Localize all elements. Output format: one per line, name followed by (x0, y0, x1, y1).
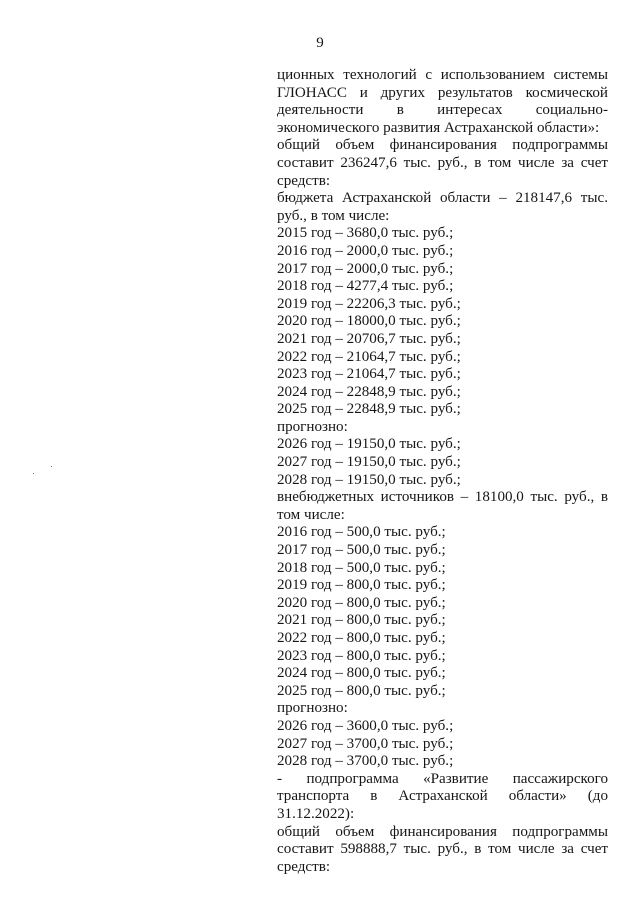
list-item: 2024 год – 22848,9 тыс. руб.; (277, 383, 461, 400)
extrabudget-heading: внебюджетных источников – 18100,0 тыс. руб., в том числе: (277, 489, 608, 523)
list-item: 2017 год – 2000,0 тыс. руб.; (277, 260, 454, 277)
subprogram-2-total-paragraph: общий объем финансирования подпрограммы составит 598888,7 тыс. руб., в том числе за счет средств: (277, 823, 608, 875)
list-item: 2018 год – 4277,4 тыс. руб.; (277, 278, 454, 295)
list-item: 2019 год – 22206,3 тыс. руб.; (277, 295, 461, 312)
list-item: 2019 год – 800,0 тыс. руб.; (277, 577, 446, 594)
forecast-label: прогнозно: (277, 700, 348, 717)
document-text-column (277, 67, 608, 876)
page-number: 9 (316, 35, 324, 51)
forecast-label: прогнозно: (277, 418, 348, 435)
subprogram-1-total-paragraph: общий объем финансирования подпрограммы составит 236247,6 тыс. руб., в том числе за счет средств: (277, 137, 608, 189)
regional-budget-heading: бюджета Астраханской области – 218147,6 тыс. руб., в том числе: (277, 190, 608, 224)
intro-paragraph: ционных технологий с использованием системы ГЛОНАСС и других результатов космической деятельности в интересах социально-экономического развития Астраханской области»: (277, 67, 608, 136)
subprogram-2-heading: - подпрограмма «Развитие пассажирского транспорта в Астраханской области» (до 31.12.2022): (277, 770, 608, 822)
list-item: 2027 год – 3700,0 тыс. руб.; (277, 735, 454, 752)
list-item: 2017 год – 500,0 тыс. руб.; (277, 542, 446, 559)
list-item: 2026 год – 3600,0 тыс. руб.; (277, 717, 454, 734)
list-item: 2020 год – 800,0 тыс. руб.; (277, 594, 446, 611)
regional-budget-year-list (277, 225, 608, 419)
list-item: 2023 год – 800,0 тыс. руб.; (277, 647, 446, 664)
list-item: 2022 год – 800,0 тыс. руб.; (277, 630, 446, 646)
scan-speck (51, 466, 52, 467)
list-item: 2021 год – 20706,7 тыс. руб.; (277, 330, 461, 347)
scan-speck (33, 473, 34, 474)
regional-budget-forecast-list (277, 436, 608, 489)
list-item: 2020 год – 18000,0 тыс. руб.; (277, 313, 461, 330)
list-item: 2015 год – 3680,0 тыс. руб.; (277, 225, 454, 242)
list-item: 2028 год – 3700,0 тыс. руб.; (277, 753, 454, 770)
extrabudget-year-list (277, 524, 608, 700)
list-item: 2028 год – 19150,0 тыс. руб.; (277, 471, 461, 488)
list-item: 2016 год – 500,0 тыс. руб.; (277, 524, 446, 541)
list-item: 2022 год – 21064,7 тыс. руб.; (277, 348, 461, 365)
list-item: 2016 год – 2000,0 тыс. руб.; (277, 242, 454, 259)
list-item: 2021 год – 800,0 тыс. руб.; (277, 612, 446, 629)
list-item: 2026 год – 19150,0 тыс. руб.; (277, 436, 461, 453)
list-item: 2018 год – 500,0 тыс. руб.; (277, 559, 446, 576)
list-item: 2025 год – 22848,9 тыс. руб.; (277, 401, 461, 418)
list-item: 2024 год – 800,0 тыс. руб.; (277, 665, 446, 682)
list-item: 2025 год – 800,0 тыс. руб.; (277, 682, 446, 699)
list-item: 2027 год – 19150,0 тыс. руб.; (277, 454, 461, 471)
list-item: 2023 год – 21064,7 тыс. руб.; (277, 366, 461, 383)
extrabudget-forecast-list (277, 718, 608, 771)
